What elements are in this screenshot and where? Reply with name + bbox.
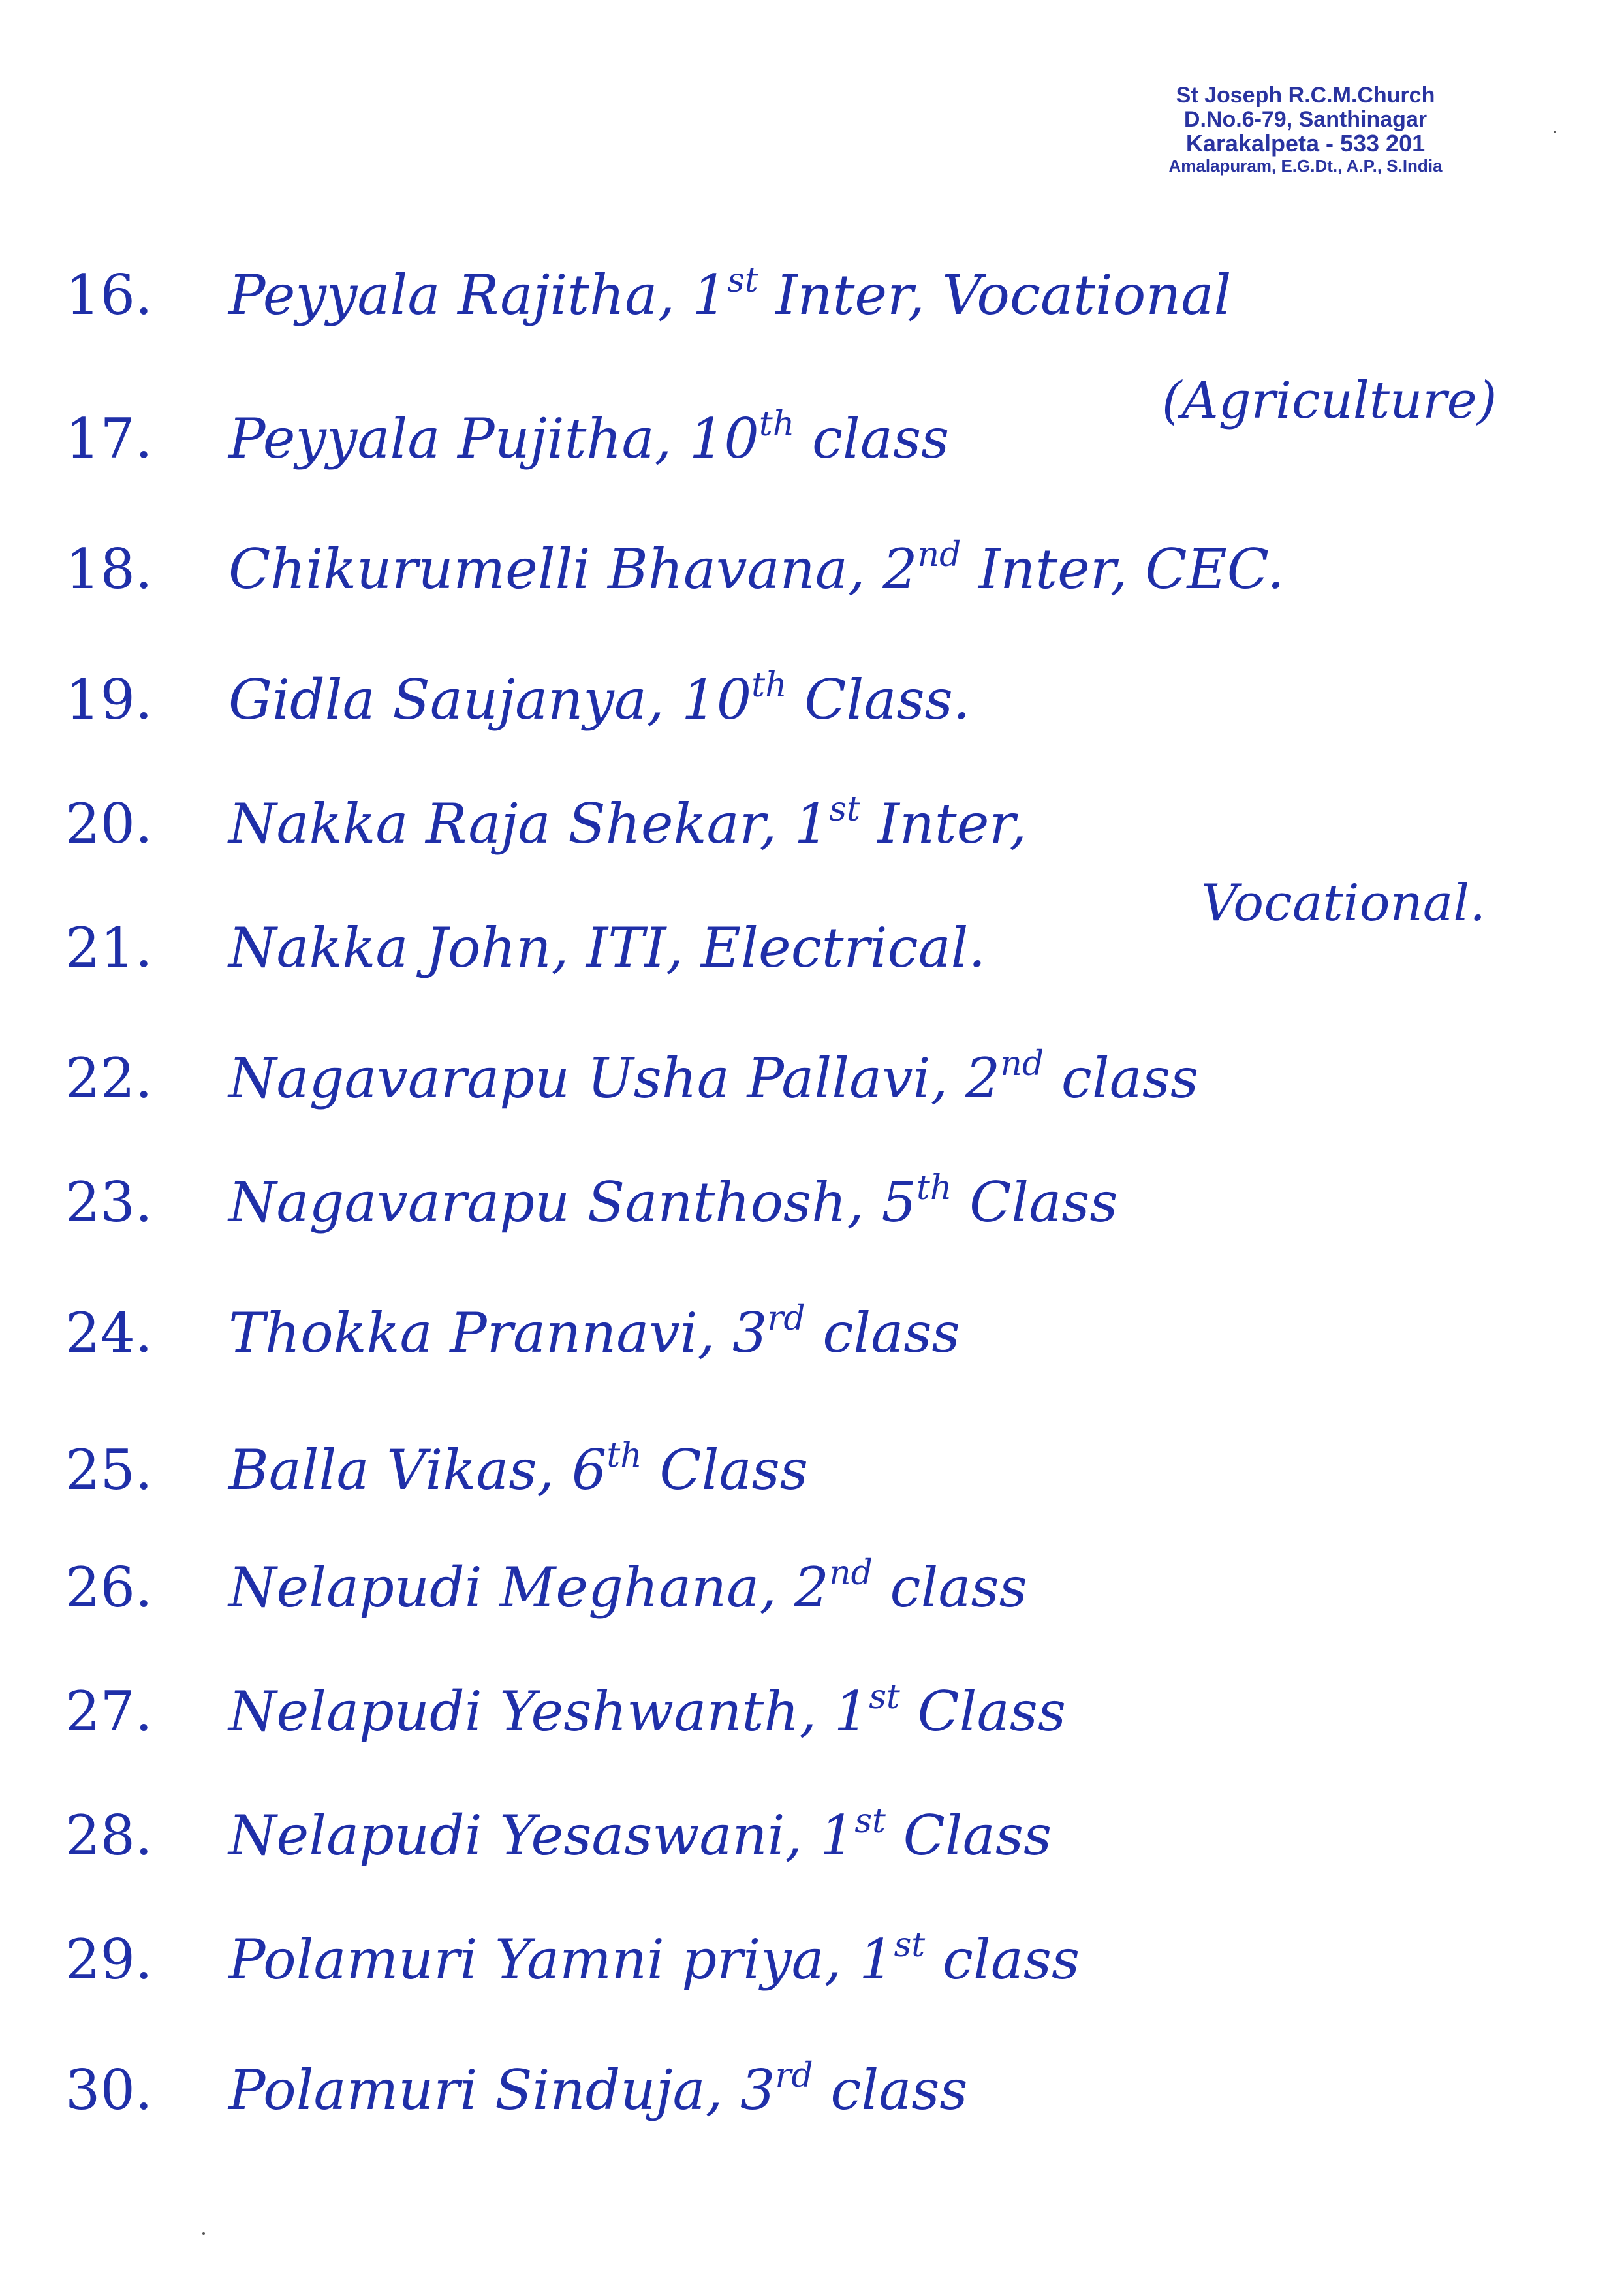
list-item-number: 27. [65,1680,153,1743]
list-item-ordinal-suffix: th [606,1436,642,1475]
list-item-ordinal: 1 [819,1804,855,1868]
list-item-ordinal-suffix: rd [767,1299,805,1338]
list-item-ordinal-suffix: th [916,1168,952,1208]
list-item-ordinal: 3 [740,2058,775,2122]
list-item [65,1802,1052,1868]
list-item [65,1044,1199,1110]
list-item [65,1678,1066,1743]
list-item-ordinal-suffix: nd [917,535,961,574]
list-item-class: Inter, CEC. [961,537,1285,601]
list-item-ordinal-suffix: st [829,790,860,829]
list-item-number: 26. [65,1555,153,1619]
list-item-class: class [794,407,950,471]
list-item-ordinal: 6 [571,1438,607,1502]
list-item-ordinal: 2 [794,1555,830,1619]
stamp-door-number: D.No.6-79, Santhinagar [1183,106,1428,132]
list-item-ordinal-suffix: th [751,666,787,705]
list-item-class: class [925,1928,1080,1992]
list-item-number: 25. [65,1438,153,1502]
list-item-number: 19. [65,668,153,732]
list-item-name: Gidla Saujanya, [228,668,682,732]
list-item-ordinal: 1 [692,263,728,327]
list-item-class: class [1044,1046,1199,1110]
list-item-name: Polamuri Yamni priya, [228,1928,860,1992]
list-item-class: Inter, [860,792,1027,856]
list-item-class: class [872,1555,1027,1619]
list-item [65,405,950,471]
list-item-name: Nelapudi Meghana, [228,1555,794,1619]
stamp-church-name: St Joseph R.C.M.Church [1176,83,1435,108]
list-item-number: 17. [65,407,153,471]
list-item-ordinal-suffix: st [854,1802,886,1841]
list-item-name: Chikurumelli Bhavana, [228,537,883,601]
list-item-name: Nagavarapu Usha Pallavi, [228,1046,965,1110]
list-item-ordinal: 1 [834,1680,869,1743]
list-item-number: 29. [65,1928,153,1992]
note-agriculture: (Agriculture) [1162,371,1497,430]
list-item-ordinal: 5 [881,1170,916,1234]
stamp-town-pincode: Karakalpeta - 533 201 [1185,130,1426,157]
list-item-ordinal-suffix: st [727,261,758,300]
list-item-number: 28. [65,1804,153,1868]
list-item [65,1299,960,1365]
list-item-ordinal-suffix: rd [775,2056,813,2095]
list-item-ordinal: 2 [882,537,918,601]
list-item-ordinal-suffix: st [894,1926,926,1965]
list-item-ordinal-suffix: st [869,1678,900,1717]
list-item-number: 23. [65,1170,153,1234]
list-item-ordinal: 3 [732,1301,768,1365]
list-item [65,535,1285,601]
list-item [65,1168,1118,1234]
list-item-class: Class [952,1170,1118,1234]
list-item-number: 24. [65,1301,153,1365]
list-item-ordinal-suffix: nd [1000,1044,1044,1084]
list-item [65,790,1027,856]
list-item-name: Balla Vikas, [228,1438,572,1502]
list-item-ordinal: 10 [689,407,759,471]
list-item-number: 18. [65,537,153,601]
list-item-number: 22. [65,1046,153,1110]
list-item [65,1554,1027,1619]
paper-speck [202,2232,205,2235]
note-vocational: Vocational. [1201,874,1486,933]
list-item-name: Polamuri Sinduja, [228,2058,741,2122]
list-item-number: 30. [65,2058,153,2122]
list-item-ordinal: 10 [681,668,752,732]
list-item-name: Peyyala Rajitha, [228,263,693,327]
list-item-name: Nelapudi Yeshwanth, [228,1680,834,1743]
list-item-ordinal: 1 [859,1928,894,1992]
list-item-number: 21. [65,916,153,980]
list-item-name: Peyyala Pujitha, [228,407,689,471]
list-item-ordinal-suffix: nd [829,1554,873,1593]
list-item-ordinal: 1 [794,792,830,856]
list-item [65,666,971,732]
list-item-name: Nakka John, ITI, Electrical. [228,916,986,980]
stamp-district-state: Amalapuram, E.G.Dt., A.P., S.India [1168,156,1443,176]
list-item-number: 16. [65,263,153,327]
list-item-class: class [805,1301,960,1365]
list-item-name: Nakka Raja Shekar, [228,792,794,856]
list-item-class: Class [642,1438,808,1502]
list-item [65,2056,968,2122]
list-item-class: class [813,2058,968,2122]
list-item-name: Nagavarapu Santhosh, [228,1170,882,1234]
list-item-name: Nelapudi Yesaswani, [228,1804,820,1868]
list-item-ordinal: 2 [965,1046,1001,1110]
list-item-class: Inter, Vocational [758,263,1232,327]
list-item [65,261,1232,327]
list-item-name: Thokka Prannavi, [228,1301,733,1365]
list-item-class: Class [885,1804,1052,1868]
list-item-class: Class [899,1680,1066,1743]
list-item-ordinal-suffix: th [758,405,795,444]
list-item [65,916,986,980]
list-item-number: 20. [65,792,153,856]
list-item [65,1436,808,1502]
paper-speck [1554,131,1556,133]
list-item-class: Class. [787,668,971,732]
list-item [65,1926,1080,1992]
